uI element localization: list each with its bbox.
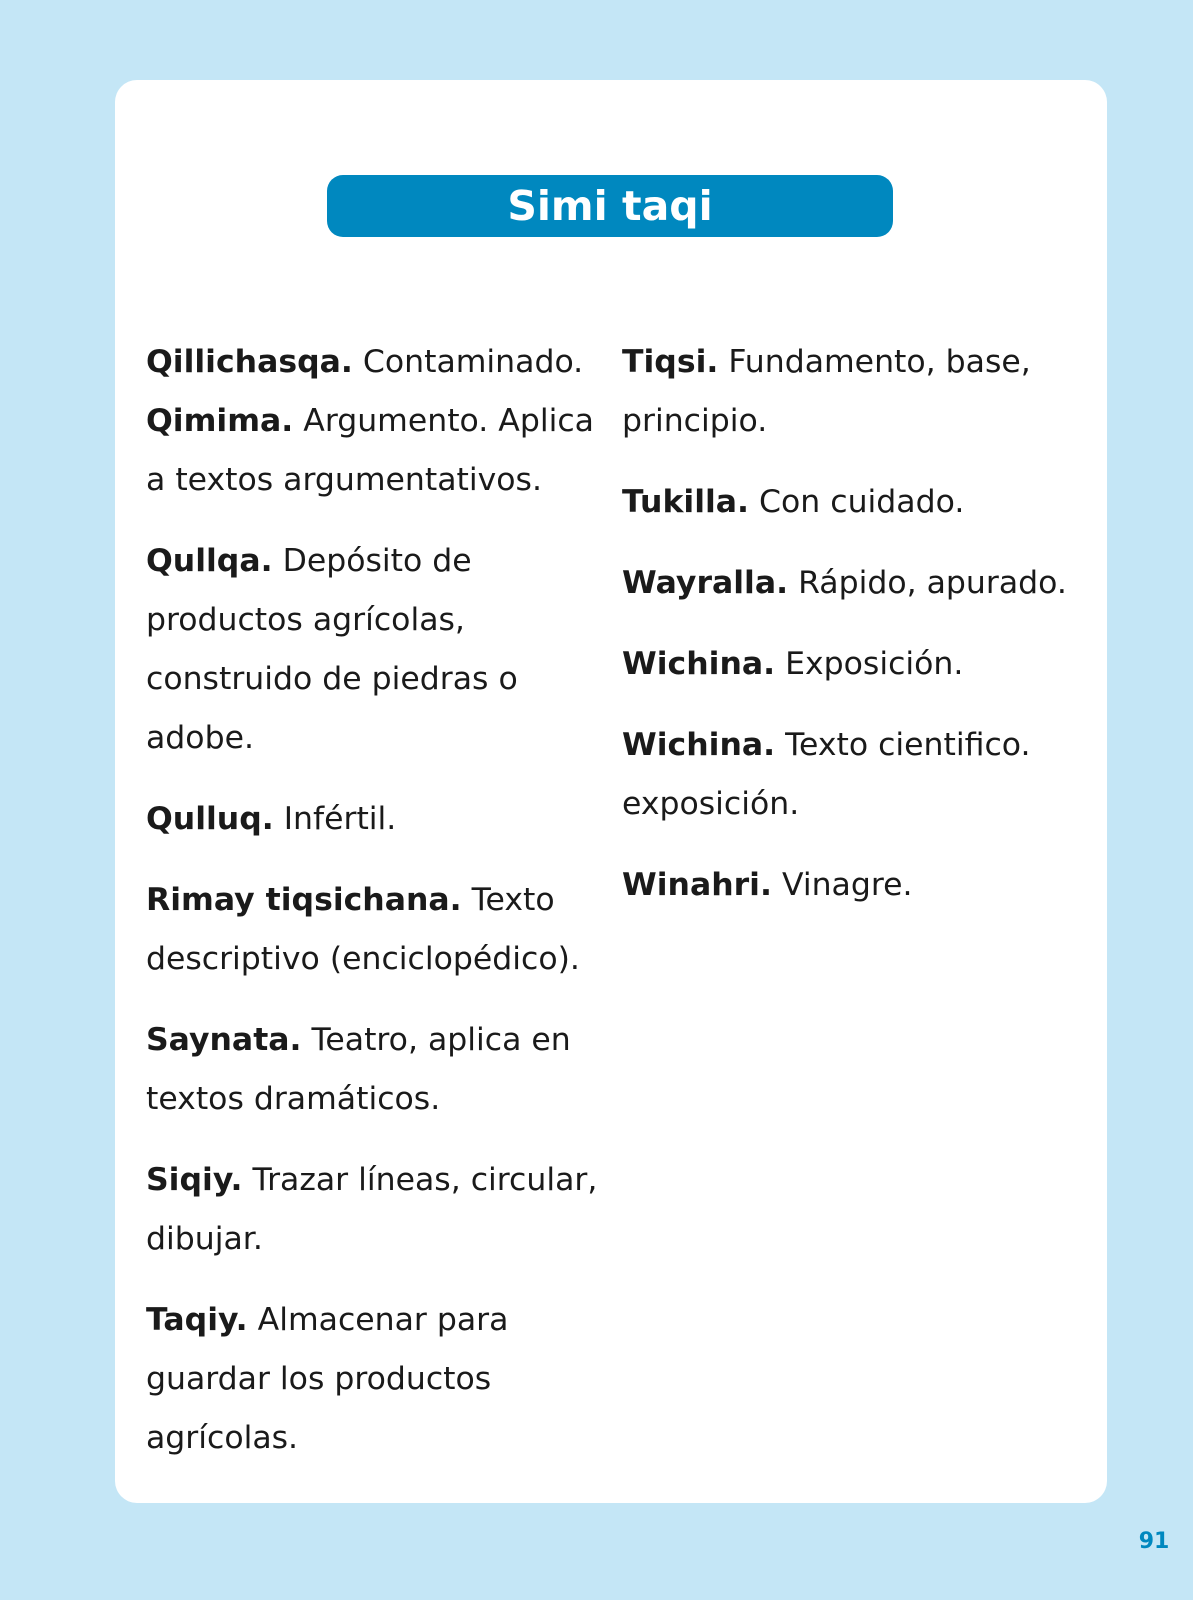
entry-term: Qullqa. <box>146 543 273 579</box>
glossary-entry <box>146 790 616 849</box>
glossary-entry <box>622 856 1082 915</box>
entry-term: Qimima. <box>146 403 294 439</box>
entry-term: Wichina. <box>622 646 776 682</box>
entry-definition: Exposición. <box>785 646 964 682</box>
glossary-entry <box>622 554 1082 613</box>
glossary-entry <box>146 333 616 392</box>
entry-term: Wichina. <box>622 727 776 763</box>
entry-definition: Contaminado. <box>362 344 584 380</box>
glossary-right-column <box>622 333 1082 937</box>
entry-term: Winahri. <box>622 867 772 903</box>
entry-definition: Texto descriptivo (enciclopédico). <box>146 882 580 977</box>
entry-term: Tukilla. <box>622 484 750 520</box>
glossary-title: Simi taqi <box>327 175 893 237</box>
entry-term: Siqiy. <box>146 1162 243 1198</box>
entry-definition: Fundamento, base, principio. <box>622 344 1031 439</box>
glossary-left-column <box>146 333 616 1490</box>
entry-term: Qillichasqa. <box>146 344 353 380</box>
entry-term: Saynata. <box>146 1022 302 1058</box>
entry-definition: Infértil. <box>283 801 397 837</box>
entry-definition: Con cuidado. <box>759 484 965 520</box>
entry-definition: Trazar líneas, circular, dibujar. <box>146 1162 598 1257</box>
glossary-entry <box>622 473 1082 532</box>
page-number: 91 <box>1138 1528 1170 1554</box>
glossary-entry <box>146 1011 616 1129</box>
glossary-entry <box>146 532 616 768</box>
glossary-entry <box>622 716 1082 834</box>
entry-definition: Vinagre. <box>781 867 913 903</box>
entry-term: Wayralla. <box>622 565 789 601</box>
glossary-entry <box>622 635 1082 694</box>
entry-term: Rimay tiqsichana. <box>146 882 462 918</box>
glossary-card <box>115 80 1107 1503</box>
entry-definition: Argumento. Aplica a textos argumentativos. <box>146 403 594 498</box>
entry-definition: Teatro, aplica en textos dramáticos. <box>146 1022 571 1117</box>
entry-definition: Depósito de productos agrícolas, construido de piedras o adobe. <box>146 543 518 756</box>
glossary-entry <box>622 333 1082 451</box>
entry-term: Tiqsi. <box>622 344 719 380</box>
entry-definition: Rápido, apurado. <box>798 565 1067 601</box>
glossary-entry <box>146 392 616 510</box>
entry-definition: Texto cientifico. exposición. <box>622 727 1031 822</box>
entry-definition: Almacenar para guardar los productos agrícolas. <box>146 1302 509 1456</box>
glossary-entry <box>146 1291 616 1468</box>
glossary-entry <box>146 1151 616 1269</box>
entry-term: Qulluq. <box>146 801 274 837</box>
glossary-entry <box>146 871 616 989</box>
entry-term: Taqiy. <box>146 1302 248 1338</box>
